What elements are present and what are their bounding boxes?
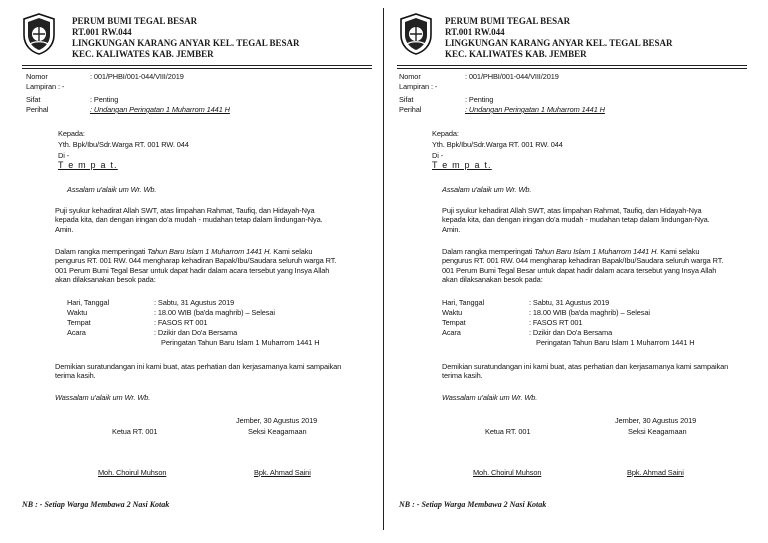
paragraph-opening bbox=[55, 206, 375, 234]
letterhead-line-4: KEC. KALIWATES KAB. JEMBER bbox=[445, 49, 587, 59]
shield-logo-icon bbox=[399, 13, 433, 55]
page-divider bbox=[383, 8, 384, 530]
paragraph-line: Puji syukur kehadirat Allah SWT, atas limpahan Rahmat, Taufiq, dan Hidayah-Nya bbox=[442, 206, 702, 215]
di-text: Di - bbox=[58, 151, 70, 160]
sifat-label: Sifat bbox=[26, 95, 41, 104]
lampiran-text: Lampiran : - bbox=[399, 82, 438, 91]
paragraph-line: akan dilaksanakan besok pada: bbox=[442, 275, 543, 285]
nb-note: NB : - Setiap Warga Membawa 2 Nasi Kotak bbox=[399, 500, 547, 509]
paragraph-closing bbox=[442, 362, 762, 381]
letterhead-rule-thin bbox=[397, 68, 747, 69]
shield-logo-icon bbox=[22, 13, 56, 55]
kepada-text: Kepada: bbox=[58, 129, 85, 138]
hari-label: Hari, Tanggal bbox=[67, 298, 110, 307]
letterhead-rule bbox=[397, 65, 747, 66]
lampiran-text: Lampiran : - bbox=[26, 82, 65, 91]
letterhead-line-3: LINGKUNGAN KARANG ANYAR KEL. TEGAL BESAR bbox=[72, 38, 300, 48]
signer-right-name: Bpk. Ahmad Saini bbox=[627, 468, 684, 477]
letterhead bbox=[445, 16, 745, 60]
paragraph-fragment: Dalam rangka memperingati bbox=[55, 247, 148, 256]
nomor-label: Nomor bbox=[399, 72, 421, 81]
nomor-value: : 001/PHBI/001-044/VIII/2019 bbox=[465, 72, 559, 81]
letterhead-rule-thin bbox=[22, 68, 372, 69]
tempat-heading: T e m p a t. bbox=[432, 160, 492, 170]
paragraph-line: kepada kita, dan dengan iringan do'a mudah - mudahan tetap dalam lindungan-Nya. bbox=[442, 215, 710, 225]
nomor-label: Nomor bbox=[26, 72, 48, 81]
sifat-label: Sifat bbox=[399, 95, 414, 104]
signer-left-title: Ketua RT. 001 bbox=[485, 427, 531, 436]
paragraph-line: kepada kita, dan dengan iringan do'a mudah - mudahan tetap dalam lindungan-Nya. bbox=[55, 215, 323, 225]
salam-close: Wassalam u'alaik um Wr. Wb. bbox=[442, 393, 538, 402]
hari-value: : Sabtu, 31 Agustus 2019 bbox=[154, 298, 235, 307]
letterhead-line-4: KEC. KALIWATES KAB. JEMBER bbox=[72, 49, 214, 59]
signer-left-name: Moh. Choirul Muhson bbox=[473, 468, 542, 477]
signer-left-name: Moh. Choirul Muhson bbox=[98, 468, 167, 477]
waktu-value: : 18.00 WIB (ba'da maghrib) – Selesai bbox=[154, 308, 275, 317]
letterhead-line-2: RT.001 RW.044 bbox=[72, 27, 132, 37]
paragraph-fragment: Dalam rangka memperingati bbox=[442, 247, 535, 256]
perihal-value: : Undangan Peringatan 1 Muharrom 1441 H bbox=[90, 105, 230, 114]
tempat-label: Tempat bbox=[67, 318, 91, 327]
tempat-value: : FASOS RT 001 bbox=[154, 318, 208, 327]
paragraph-line: 001 Perum Bumi Tegal Besar untuk dapat hadir dalam acara tersebut yang Insya Allah bbox=[442, 265, 717, 275]
acara-value-2: Peringatan Tahun Baru Islam 1 Muharrom 1441 H bbox=[161, 338, 320, 347]
salam-open: Assalam u'alaik um Wr. Wb. bbox=[67, 185, 157, 194]
paragraph-line: akan dilaksanakan besok pada: bbox=[55, 275, 156, 285]
letterhead-line-1: PERUM BUMI TEGAL BESAR bbox=[445, 16, 571, 26]
recipient-text: Yth. Bpk/Ibu/Sdr.Warga RT. 001 RW. 044 bbox=[432, 140, 563, 149]
waktu-label: Waktu bbox=[67, 308, 88, 317]
letterhead-line-3: LINGKUNGAN KARANG ANYAR KEL. TEGAL BESAR bbox=[445, 38, 673, 48]
place-date: Jember, 30 Agustus 2019 bbox=[236, 416, 318, 425]
paragraph-fragment: Kami selaku bbox=[271, 247, 313, 256]
di-text: Di - bbox=[432, 151, 444, 160]
place-date: Jember, 30 Agustus 2019 bbox=[615, 416, 697, 425]
letterhead-line-1: PERUM BUMI TEGAL BESAR bbox=[72, 16, 198, 26]
kepada-text: Kepada: bbox=[432, 129, 459, 138]
salam-close: Wassalam u'alaik um Wr. Wb. bbox=[55, 393, 151, 402]
paragraph-line: Amin. bbox=[442, 224, 461, 234]
perihal-label: Perihal bbox=[26, 105, 49, 114]
paragraph-line: Demikian suratundangan ini kami buat, atas perhatian dan kerjasamanya kami sampaikan bbox=[442, 362, 729, 371]
letter-page-left bbox=[0, 0, 383, 543]
event-name: Tahun Baru Islam 1 Muharrom 1441 H. bbox=[534, 247, 659, 256]
signer-right-title: Seksi Keagamaan bbox=[628, 427, 687, 436]
paragraph-line: terima kasih. bbox=[442, 371, 483, 381]
letterhead-rule bbox=[22, 65, 372, 66]
paragraph-line: pengurus RT. 001 RW. 044 mengharap kehadiran Bapak/Ibu/Saudara seluruh warga RT. bbox=[442, 256, 724, 266]
acara-value: : Dzikir dan Do'a Bersama bbox=[154, 328, 238, 337]
paragraph-closing bbox=[55, 362, 375, 381]
paragraph-opening bbox=[442, 206, 762, 234]
paragraph-line: Puji syukur kehadirat Allah SWT, atas limpahan Rahmat, Taufiq, dan Hidayah-Nya bbox=[55, 206, 315, 215]
tempat-label: Tempat bbox=[442, 318, 466, 327]
waktu-label: Waktu bbox=[442, 308, 463, 317]
nomor-value: : 001/PHBI/001-044/VIII/2019 bbox=[90, 72, 184, 81]
paragraph-line bbox=[442, 247, 762, 256]
acara-value: : Dzikir dan Do'a Bersama bbox=[529, 328, 613, 337]
nb-note: NB : - Setiap Warga Membawa 2 Nasi Kotak bbox=[22, 500, 170, 509]
paragraph-invitation bbox=[442, 247, 762, 285]
acara-value-2: Peringatan Tahun Baru Islam 1 Muharrom 1441 H bbox=[536, 338, 695, 347]
perihal-value: : Undangan Peringatan 1 Muharrom 1441 H bbox=[465, 105, 605, 114]
waktu-value: : 18.00 WIB (ba'da maghrib) – Selesai bbox=[529, 308, 650, 317]
paragraph-line: 001 Perum Bumi Tegal Besar untuk dapat hadir dalam acara tersebut yang Insya Allah bbox=[55, 265, 330, 275]
signer-right-title: Seksi Keagamaan bbox=[248, 427, 307, 436]
paragraph-line: terima kasih. bbox=[55, 371, 96, 381]
salam-open: Assalam u'alaik um Wr. Wb. bbox=[442, 185, 532, 194]
hari-value: : Sabtu, 31 Agustus 2019 bbox=[529, 298, 610, 307]
recipient-text: Yth. Bpk/Ibu/Sdr.Warga RT. 001 RW. 044 bbox=[58, 140, 189, 149]
acara-label: Acara bbox=[442, 328, 461, 337]
paragraph-invitation bbox=[55, 247, 375, 285]
paragraph-line: pengurus RT. 001 RW. 044 mengharap kehadiran Bapak/Ibu/Saudara seluruh warga RT. bbox=[55, 256, 337, 266]
hari-label: Hari, Tanggal bbox=[442, 298, 485, 307]
sifat-value: : Penting bbox=[465, 95, 494, 104]
paragraph-fragment: Kami selaku bbox=[658, 247, 700, 256]
perihal-label: Perihal bbox=[399, 105, 422, 114]
letterhead-line-2: RT.001 RW.044 bbox=[445, 27, 505, 37]
signer-left-title: Ketua RT. 001 bbox=[112, 427, 158, 436]
paragraph-line bbox=[55, 247, 375, 256]
sifat-value: : Penting bbox=[90, 95, 119, 104]
event-name: Tahun Baru Islam 1 Muharrom 1441 H. bbox=[147, 247, 272, 256]
signer-right-name: Bpk. Ahmad Saini bbox=[254, 468, 311, 477]
letterhead bbox=[72, 16, 372, 60]
letter-page-right bbox=[385, 0, 768, 543]
paragraph-line: Demikian suratundangan ini kami buat, atas perhatian dan kerjasamanya kami sampaikan bbox=[55, 362, 342, 371]
paragraph-line: Amin. bbox=[55, 224, 74, 234]
tempat-value: : FASOS RT 001 bbox=[529, 318, 583, 327]
tempat-heading: T e m p a t. bbox=[58, 160, 118, 170]
acara-label: Acara bbox=[67, 328, 86, 337]
